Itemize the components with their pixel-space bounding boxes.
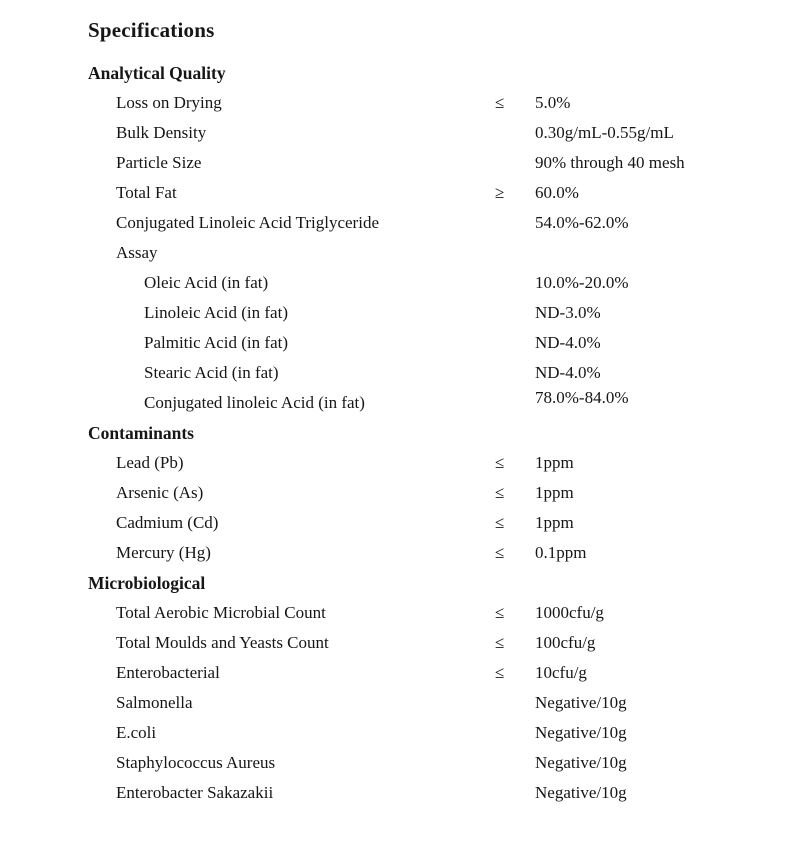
spec-value: 0.1ppm bbox=[535, 543, 587, 562]
spec-label: Total Aerobic Microbial Count bbox=[116, 603, 326, 622]
operator-symbol: ≥ bbox=[495, 183, 505, 202]
spec-row bbox=[88, 208, 800, 238]
sections-container bbox=[88, 58, 800, 808]
spec-row bbox=[88, 298, 800, 328]
operator-symbol: ≤ bbox=[495, 603, 505, 622]
spec-row bbox=[88, 628, 800, 658]
spec-row bbox=[88, 778, 800, 808]
section-heading: Microbiological bbox=[88, 573, 206, 593]
section-heading: Analytical Quality bbox=[88, 63, 226, 83]
section-heading: Contaminants bbox=[88, 423, 194, 443]
spec-label: E.coli bbox=[116, 723, 157, 742]
spec-label: Conjugated Linoleic Acid Triglyceride bbox=[116, 213, 379, 232]
spec-label: Conjugated linoleic Acid (in fat) bbox=[144, 393, 365, 412]
spec-row bbox=[88, 388, 800, 418]
spec-value: 10cfu/g bbox=[535, 663, 587, 682]
operator-symbol: ≤ bbox=[495, 453, 505, 472]
spec-row bbox=[88, 508, 800, 538]
operator-symbol: ≤ bbox=[495, 663, 505, 682]
spec-row bbox=[88, 688, 800, 718]
spec-label: Mercury (Hg) bbox=[116, 543, 211, 562]
spec-label: Bulk Density bbox=[116, 123, 207, 142]
spec-row bbox=[88, 748, 800, 778]
spec-label: Particle Size bbox=[116, 153, 202, 172]
operator-symbol: ≤ bbox=[495, 93, 505, 112]
spec-row bbox=[88, 448, 800, 478]
spec-label: Palmitic Acid (in fat) bbox=[144, 333, 288, 352]
spec-value: Negative/10g bbox=[535, 783, 627, 802]
spec-value: 1ppm bbox=[535, 483, 574, 502]
spec-value: 0.30g/mL-0.55g/mL bbox=[535, 123, 674, 142]
spec-row bbox=[88, 328, 800, 358]
spec-value: Negative/10g bbox=[535, 693, 627, 712]
section-rows bbox=[88, 448, 800, 568]
spec-label: Lead (Pb) bbox=[116, 453, 184, 472]
spec-row bbox=[88, 118, 800, 148]
spec-value: Negative/10g bbox=[535, 753, 627, 772]
spec-label: Linoleic Acid (in fat) bbox=[144, 303, 288, 322]
spec-value: 60.0% bbox=[535, 183, 579, 202]
spec-row bbox=[88, 718, 800, 748]
spec-value: Negative/10g bbox=[535, 723, 627, 742]
spec-value: ND-4.0% bbox=[535, 363, 601, 382]
spec-label: Loss on Drying bbox=[116, 93, 222, 112]
spec-section bbox=[88, 568, 800, 808]
page-title: Specifications bbox=[88, 18, 215, 42]
spec-label: Assay bbox=[116, 243, 158, 262]
spec-row bbox=[88, 148, 800, 178]
section-rows bbox=[88, 598, 800, 808]
spec-value: 54.0%-62.0% bbox=[535, 213, 629, 232]
spec-value: ND-4.0% bbox=[535, 333, 601, 352]
spec-row bbox=[88, 658, 800, 688]
operator-symbol: ≤ bbox=[495, 633, 505, 652]
spec-value: 5.0% bbox=[535, 93, 571, 112]
spec-label: Stearic Acid (in fat) bbox=[144, 363, 279, 382]
spec-row bbox=[88, 88, 800, 118]
spec-section bbox=[88, 58, 800, 418]
spec-value: 90% through 40 mesh bbox=[535, 153, 685, 172]
spec-value: 100cfu/g bbox=[535, 633, 596, 652]
spec-row bbox=[88, 478, 800, 508]
spec-value: ND-3.0% bbox=[535, 303, 601, 322]
spec-value: 1000cfu/g bbox=[535, 603, 604, 622]
operator-symbol: ≤ bbox=[495, 543, 505, 562]
spec-section bbox=[88, 418, 800, 568]
spec-row bbox=[88, 238, 800, 268]
spec-label: Arsenic (As) bbox=[116, 483, 204, 502]
operator-symbol: ≤ bbox=[495, 483, 505, 502]
operator-symbol: ≤ bbox=[495, 513, 505, 532]
section-rows bbox=[88, 88, 800, 418]
spec-label: Staphylococcus Aureus bbox=[116, 753, 276, 772]
spec-row bbox=[88, 538, 800, 568]
spec-label: Total Moulds and Yeasts Count bbox=[116, 633, 329, 652]
spec-row bbox=[88, 268, 800, 298]
spec-label: Total Fat bbox=[116, 183, 177, 202]
spec-row bbox=[88, 598, 800, 628]
spec-label: Cadmium (Cd) bbox=[116, 513, 219, 532]
spec-value: 1ppm bbox=[535, 453, 574, 472]
spec-label: Enterobacterial bbox=[116, 663, 220, 682]
spec-row bbox=[88, 358, 800, 388]
spec-label: Salmonella bbox=[116, 693, 193, 712]
spec-row bbox=[88, 178, 800, 208]
spec-value: 78.0%-84.0% bbox=[535, 388, 629, 407]
spec-value: 1ppm bbox=[535, 513, 574, 532]
spec-value: 10.0%-20.0% bbox=[535, 273, 629, 292]
spec-label: Oleic Acid (in fat) bbox=[144, 273, 269, 292]
spec-label: Enterobacter Sakazakii bbox=[116, 783, 274, 802]
